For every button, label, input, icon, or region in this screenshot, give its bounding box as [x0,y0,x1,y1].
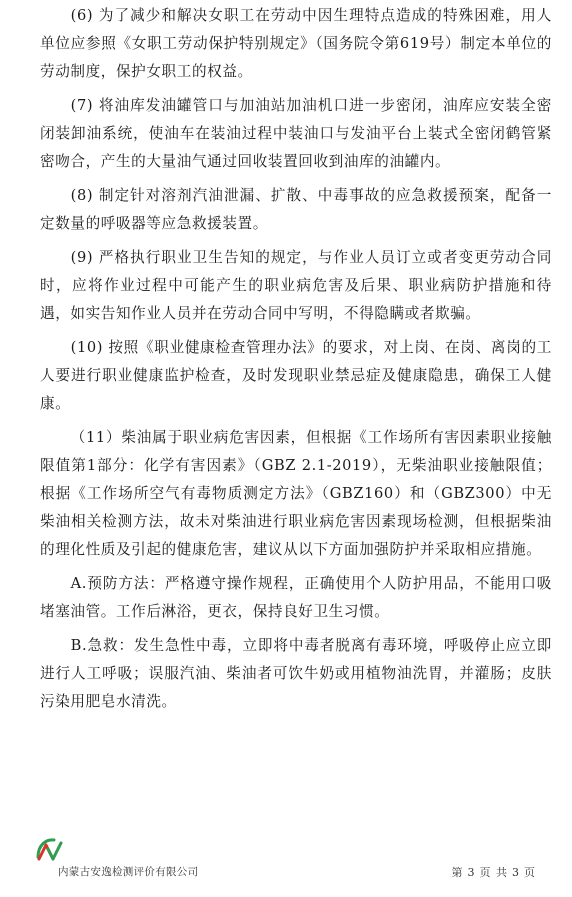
paragraph-6: (6) 为了减少和解决女职工在劳动中因生理特点造成的特殊困难，用人单位应参照《女职工劳动保护特别规定》（国务院令第619号）制定本单位的劳动制度，保护女职工的权益。 [40,7,552,80]
paragraph-8: (8) 制定针对溶剂汽油泄漏、扩散、中毒事故的应急救援预案，配备一定数量的呼吸器等应急救援装置。 [40,187,552,232]
page-label-suffix: 页 [524,866,536,879]
page-label-mid: 页 共 [479,866,508,879]
page-number [450,864,539,880]
page-label-prefix: 第 [451,866,464,879]
document-body [40,0,552,716]
page-footer [0,830,572,890]
paragraph-11: （11）柴油属于职业病危害因素，但根据《工作场所有害因素职业接触限值第1部分：化学有害因素》（GBZ 2.1-2019），无柴油职业接触限值；根据《工作场所空气有毒物质测定方法》（GBZ160）和（GBZ300）中无柴油相关检测方法，故未对柴油进行职业病危害因素现场检测，但根据柴油的理化性质及引起的健康危害，建议从以下方面加强防护并采取相应措施。 [40,429,552,558]
paragraph-7: (7) 将油库发油罐管口与加油站加油机口进一步密闭，油库应安装全密闭装卸油系统，使油车在装油过程中装油口与发油平台上装式全密闭鹤管紧密吻合，产生的大量油气通过回收装置回收到油库的油罐内。 [40,97,552,170]
page-total: 3 [512,866,520,879]
paragraph-first-aid: B.急救：发生急性中毒，立即将中毒者脱离有毒环境，呼吸停止应立即进行人工呼吸；误服汽油、柴油者可饮牛奶或用植物油洗胃，并灌肠；皮肤污染用肥皂水清洗。 [40,637,552,710]
paragraph-prevention: A.预防方法：严格遵守操作规程，正确使用个人防护用品，不能用口吸堵塞油管。工作后淋浴，更衣，保持良好卫生习惯。 [40,575,552,620]
company-logo-icon [34,835,64,865]
company-name: 内蒙古安逸检测评价有限公司 [58,866,199,878]
paragraph-9: (9) 严格执行职业卫生告知的规定，与作业人员订立或者变更劳动合同时，应将作业过程中可能产生的职业病危害及后果、职业病防护措施和待遇，如实告知作业人员并在劳动合同中写明，不得隐瞒或者欺骗。 [40,249,552,322]
paragraph-10: (10) 按照《职业健康检查管理办法》的要求，对上岗、在岗、离岗的工人要进行职业健康监护检查，及时发现职业禁忌症及健康隐患，确保工人健康。 [40,339,552,412]
page-current: 3 [467,866,476,879]
